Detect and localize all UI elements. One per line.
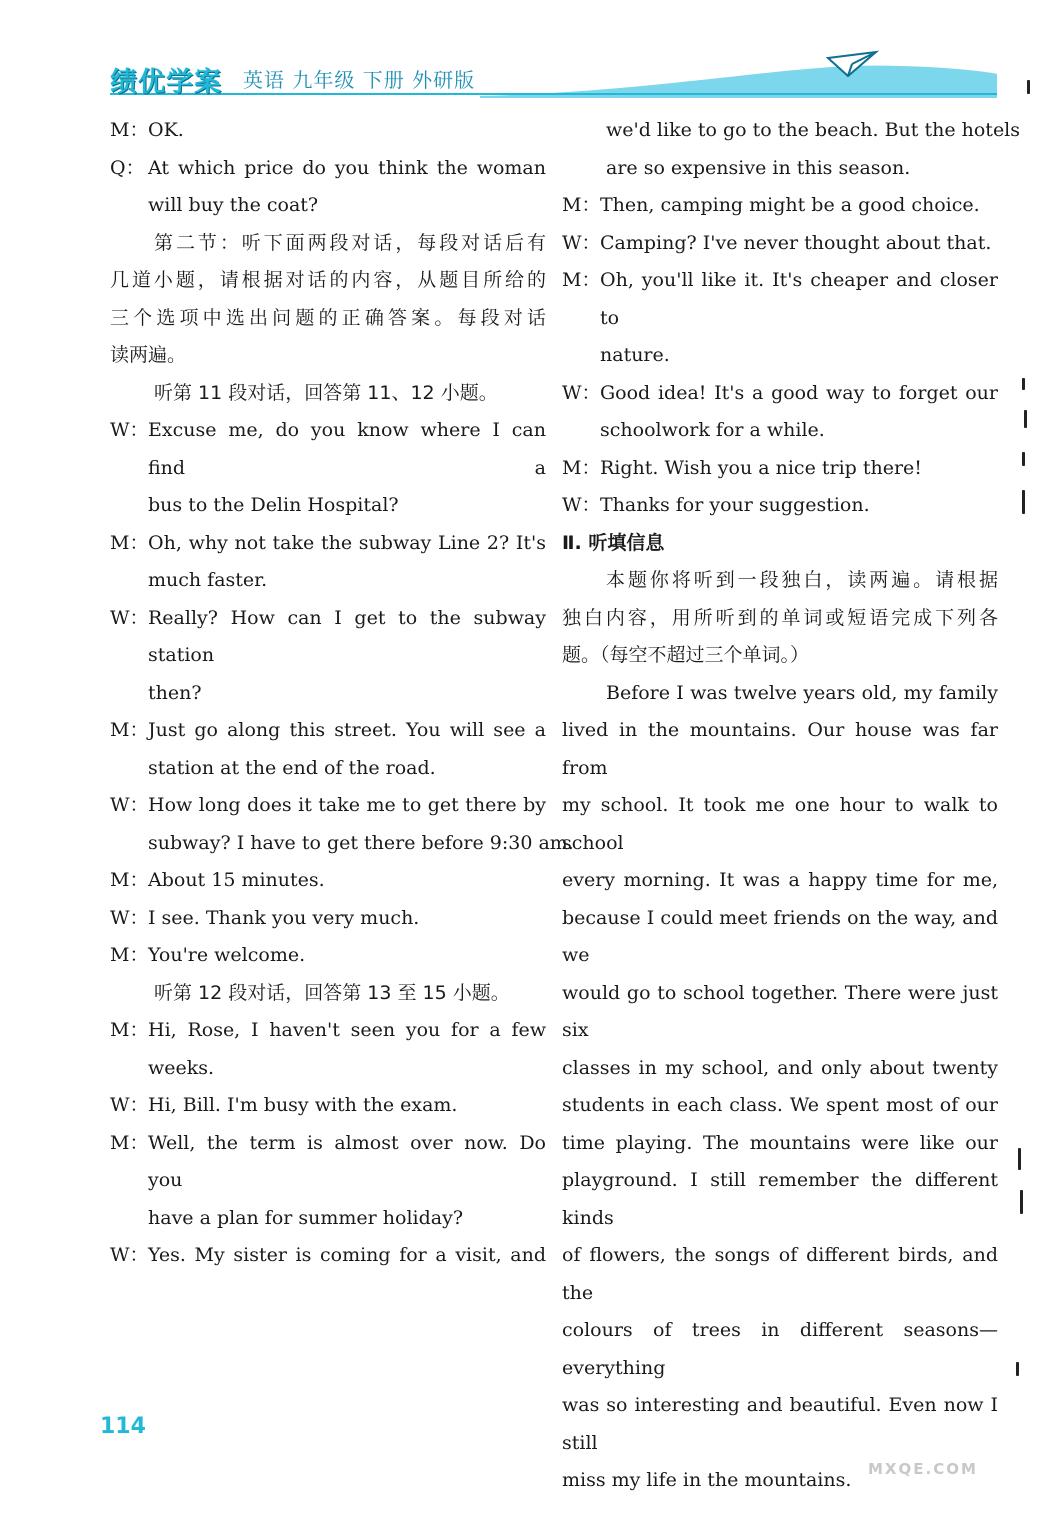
dialogue-text: Excuse me, do you know where I can find a bbox=[148, 419, 546, 479]
dialogue-line bbox=[110, 900, 546, 938]
dialogue-text: About 15 minutes. bbox=[148, 869, 325, 891]
scan-mark bbox=[1022, 378, 1025, 390]
speaker-label: W： bbox=[110, 794, 149, 816]
dialogue-text: OK. bbox=[148, 119, 184, 141]
speaker-label: M： bbox=[110, 531, 149, 554]
speaker-label: M： bbox=[562, 194, 601, 216]
dialogue-line bbox=[562, 225, 998, 263]
dialogue-text: Hi, Bill. I'm busy with the exam. bbox=[148, 1094, 458, 1116]
instruction-line: 三个选项中选出问题的正确答案。每段对话 bbox=[110, 306, 546, 329]
dialogue-text: How long does it take me to get there by bbox=[148, 794, 546, 816]
dialogue-text: Then, camping might be a good choice. bbox=[600, 194, 980, 216]
dialogue-text: Good idea! It's a good way to forget our bbox=[600, 381, 998, 404]
dialogue-text: Hi, Rose, I haven't seen you for a few bbox=[148, 1019, 546, 1041]
dialogue-line bbox=[110, 600, 546, 675]
instruction-line: 第二节：听下面两段对话，每段对话后有 bbox=[154, 231, 546, 254]
book-subtitle: 英语 九年级 下册 外研版 bbox=[243, 68, 476, 92]
scan-mark bbox=[1022, 452, 1025, 466]
dialogue-text: Just go along this street. You will see a bbox=[148, 719, 546, 741]
brand-logo: 绩优学案 bbox=[110, 67, 222, 98]
dialogue-line bbox=[110, 1237, 546, 1275]
instruction-line: 读两遍。 bbox=[110, 344, 187, 366]
speaker-label: M： bbox=[562, 269, 601, 291]
speaker-label: M： bbox=[110, 119, 149, 141]
speaker-label: W： bbox=[110, 906, 149, 929]
speaker-label: W： bbox=[110, 1094, 149, 1116]
dialogue-line bbox=[110, 937, 546, 975]
dialogue-line bbox=[110, 862, 546, 900]
passage-line: Before I was twelve years old, my family bbox=[606, 681, 998, 704]
scan-mark bbox=[1027, 80, 1030, 94]
dialogue-continuation: we'd like to go to the beach. But the hotels bbox=[606, 119, 1021, 141]
page-header bbox=[0, 0, 1047, 110]
dialogue-line bbox=[110, 787, 546, 825]
dialogue-continuation: weeks. bbox=[148, 1056, 215, 1079]
dialogue-line bbox=[110, 150, 546, 188]
passage-line: colours of trees in different seasons—everything bbox=[562, 1319, 998, 1379]
speaker-label: W： bbox=[110, 606, 149, 629]
speaker-label: W： bbox=[562, 381, 601, 404]
scan-mark bbox=[1022, 490, 1025, 514]
speaker-label: M： bbox=[110, 719, 149, 741]
dialogue-continuation: nature. bbox=[600, 344, 670, 366]
speaker-label: W： bbox=[110, 419, 149, 441]
dialogue-line bbox=[110, 1125, 546, 1200]
left-column bbox=[110, 112, 574, 1275]
passage-line: lived in the mountains. Our house was far from bbox=[562, 719, 998, 779]
section-title: Ⅱ. 听填信息 bbox=[562, 531, 665, 554]
passage-line: students in each class. We spent most of our bbox=[562, 1094, 998, 1116]
dialogue-text: Camping? I've never thought about that. bbox=[600, 231, 992, 254]
dialogue-continuation: bus to the Delin Hospital? bbox=[148, 494, 399, 516]
dialogue-continuation: have a plan for summer holiday? bbox=[148, 1206, 464, 1229]
passage-line: my school. It took me one hour to walk to school bbox=[562, 794, 998, 854]
page-number: 114 bbox=[100, 1414, 146, 1439]
scan-mark bbox=[1020, 1190, 1023, 1214]
passage-line: playground. I still remember the different kinds bbox=[562, 1169, 998, 1229]
dialogue-continuation: schoolwork for a while. bbox=[600, 419, 825, 441]
dialogue-text: Well, the term is almost over now. Do you bbox=[148, 1131, 546, 1191]
dialogue-text: Really? How can I get to the subway station bbox=[148, 606, 546, 666]
passage-line: would go to school together. There were just six bbox=[562, 981, 998, 1041]
passage-line: every morning. It was a happy time for me, bbox=[562, 869, 998, 891]
dialogue-line bbox=[110, 412, 546, 487]
site-watermark: MXQE.COM bbox=[868, 1460, 978, 1478]
speaker-label: W： bbox=[562, 494, 601, 516]
dialogue-text: Thanks for your suggestion. bbox=[600, 494, 870, 516]
dialogue-line bbox=[562, 487, 998, 525]
dialogue-line bbox=[110, 1012, 546, 1050]
dialogue-line bbox=[110, 1087, 546, 1125]
right-column bbox=[562, 112, 1021, 1500]
dialogue-line bbox=[110, 112, 546, 150]
dialogue-line bbox=[562, 375, 998, 413]
scan-mark bbox=[1018, 1148, 1021, 1170]
dialogue-continuation: subway? I have to get there before 9:30 am. bbox=[148, 831, 574, 854]
dialogue-continuation: will buy the coat? bbox=[148, 194, 319, 216]
speaker-label: M： bbox=[110, 1019, 149, 1041]
dialogue-line bbox=[562, 450, 998, 488]
passage-line: of flowers, the songs of different birds, and the bbox=[562, 1244, 998, 1304]
passage-line: time playing. The mountains were like our bbox=[562, 1131, 998, 1154]
speaker-label: W： bbox=[562, 231, 601, 254]
dialogue-text: Yes. My sister is coming for a visit, and bbox=[148, 1244, 546, 1266]
speaker-label: Q： bbox=[110, 156, 145, 179]
instruction-line: 几道小题，请根据对话的内容，从题目所给的 bbox=[110, 269, 546, 291]
passage-line: classes in my school, and only about twenty bbox=[562, 1056, 998, 1079]
speaker-label: W： bbox=[110, 1244, 149, 1266]
dialogue-continuation: then? bbox=[148, 681, 202, 704]
dialogue-text: Oh, why not take the subway Line 2? It's bbox=[148, 531, 546, 554]
scan-mark bbox=[1016, 1362, 1019, 1376]
passage-line: because I could meet friends on the way, and we bbox=[562, 906, 998, 966]
dialogue-heading: 听第 11 段对话，回答第 11、12 小题。 bbox=[154, 381, 498, 404]
dialogue-line bbox=[562, 187, 998, 225]
dialogue-text: At which price do you think the woman bbox=[148, 156, 546, 179]
instruction-line: 独白内容，用所听到的单词或短语完成下列各 bbox=[562, 606, 998, 629]
speaker-label: M： bbox=[562, 456, 601, 479]
speaker-label: M： bbox=[110, 869, 149, 891]
dialogue-text: You're welcome. bbox=[148, 944, 306, 966]
instruction-line: 本题你将听到一段独白，读两遍。请根据 bbox=[606, 569, 998, 591]
speaker-label: M： bbox=[110, 944, 149, 966]
speaker-label: M： bbox=[110, 1131, 149, 1154]
dialogue-line bbox=[562, 262, 998, 337]
dialogue-continuation: much faster. bbox=[148, 569, 268, 591]
dialogue-text: I see. Thank you very much. bbox=[148, 906, 420, 929]
dialogue-line bbox=[110, 712, 546, 750]
scan-mark bbox=[1024, 410, 1027, 428]
passage-line: miss my life in the mountains. bbox=[562, 1469, 852, 1491]
dialogue-text: Right. Wish you a nice trip there! bbox=[600, 456, 922, 479]
passage-line: was so interesting and beautiful. Even now I still bbox=[562, 1394, 998, 1454]
dialogue-text: Oh, you'll like it. It's cheaper and closer to bbox=[600, 269, 998, 329]
dialogue-heading: 听第 12 段对话，回答第 13 至 15 小题。 bbox=[154, 981, 510, 1004]
instruction-line: 题。（每空不超过三个单词。） bbox=[562, 644, 810, 666]
dialogue-continuation: are so expensive in this season. bbox=[606, 156, 911, 179]
dialogue-continuation: station at the end of the road. bbox=[148, 756, 436, 779]
dialogue-line bbox=[110, 525, 546, 563]
